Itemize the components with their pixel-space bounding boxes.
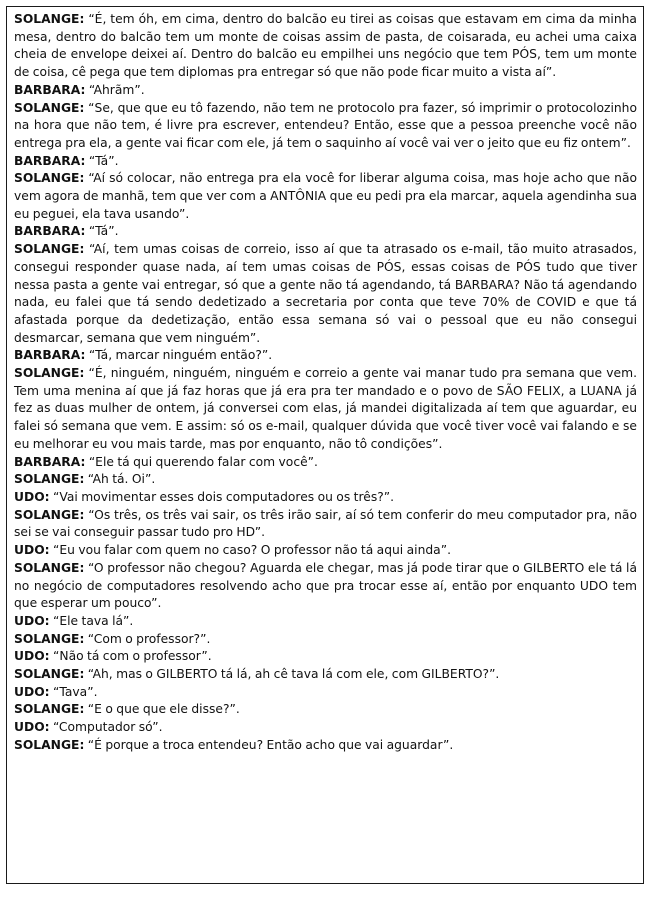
speech-text: “Aí só colocar, não entrega pra ela você for liberar alguma coisa, mas hoje acho que não vem agora de manhã, tem que ver com a ANTÔNIA que eu pedi pra ela marcar, aquela agendinha sua eu peguei, ela tava usando”.	[14, 171, 637, 221]
transcript-line	[14, 82, 637, 100]
transcript-line	[14, 471, 637, 489]
speech-text: “Ele tava lá”.	[53, 613, 134, 628]
transcript-line	[14, 170, 637, 223]
speech-text: “Tava”.	[53, 684, 98, 699]
speech-text: “Ahrãm”.	[88, 82, 145, 97]
transcript-line	[14, 701, 637, 719]
speech-text: “Computador só”.	[53, 720, 163, 735]
speaker-name: SOLANGE:	[14, 12, 85, 26]
speaker-name: BARBARA:	[14, 348, 86, 363]
speaker-name: SOLANGE:	[14, 560, 85, 575]
transcript-line	[14, 347, 637, 365]
speaker-name: SOLANGE:	[14, 366, 85, 381]
speaker-name: UDO:	[14, 613, 50, 628]
speaker-name: SOLANGE:	[14, 100, 85, 115]
speaker-name: SOLANGE:	[14, 737, 85, 752]
transcript-line	[14, 613, 637, 631]
transcript-line	[14, 241, 637, 347]
speech-text: “Eu vou falar com quem no caso? O professor não tá aqui ainda”.	[53, 543, 451, 558]
transcript-line	[14, 100, 637, 153]
transcript-line	[14, 666, 637, 684]
speech-text: “Se, que que eu tô fazendo, não tem ne protocolo pra fazer, só imprimir o protocolozinho na hora que não tem, é livre pra escrever, entendeu? Então, esse que a pessoa preenche você não entrega pra ela, a gente vai ficar com ele, já tem o saquinho aí você vai ver o jeito que eu fiz ontem”.	[14, 100, 637, 150]
transcript-box	[6, 6, 644, 884]
speaker-name: BARBARA:	[14, 224, 86, 239]
transcript-line	[14, 560, 637, 613]
transcript-line	[14, 684, 637, 702]
speaker-name: SOLANGE:	[14, 171, 85, 186]
speech-text: “O professor não chegou? Aguarda ele chegar, mas já pode tirar que o GILBERTO ele tá lá no negócio de computadores resolvendo acho que pra trocar esse aí, então por enquanto UDO tem que esperar um pouco”.	[14, 560, 637, 611]
speech-text: “Ah tá. Oi”.	[87, 472, 156, 487]
speech-text: “Os três, os três vai sair, os três irão sair, aí só tem conferir do meu computador pra, não sei se vai conseguir passar tudo pro HD”.	[14, 507, 637, 540]
speech-text: “Tá”.	[88, 153, 119, 168]
speaker-name: BARBARA:	[14, 153, 86, 168]
speech-text: “Vai movimentar esses dois computadores ou os três?”.	[53, 489, 395, 504]
speaker-name: SOLANGE:	[14, 472, 85, 487]
speaker-name: BARBARA:	[14, 454, 86, 469]
speaker-name: SOLANGE:	[14, 631, 85, 646]
speech-text: “Tá, marcar ninguém então?”.	[88, 348, 273, 363]
speaker-name: UDO:	[14, 543, 50, 558]
speaker-name: UDO:	[14, 649, 50, 664]
transcript-line	[14, 737, 637, 755]
speech-text: “Tá”.	[88, 224, 119, 239]
transcript-line	[14, 648, 637, 666]
transcript-line	[14, 223, 637, 241]
transcript-line	[14, 454, 637, 472]
speech-text: “É, ninguém, ninguém, ninguém e correio a gente vai manar tudo pra semana que vem. Tem uma menina aí que já faz horas que já era pra ter mandado e o povo de SÃO FELIX, a LUANA já fez as duas mulher de ontem, já conversei com elas, já mandei digitalizada aí tem que aguardar, eu falei só semana que vem. E assim: só os e-mail, qualquer dúvida que você tiver você vai falando e se eu melhorar eu vou mais tarde, mas por enquanto, não tô condições”.	[14, 366, 637, 451]
speaker-name: SOLANGE:	[14, 702, 85, 717]
transcript-line	[14, 542, 637, 560]
speech-text: “Não tá com o professor”.	[53, 649, 212, 664]
speaker-name: SOLANGE:	[14, 667, 85, 682]
speaker-name: SOLANGE:	[14, 242, 85, 257]
speech-text: “Aí, tem umas coisas de correio, isso aí que ta atrasado os e-mail, tão muito atrasados, consegui responder quase nada, aí tem umas coisas de PÓS, essas coisas de PÓS tudo que tiver nessa pasta a gente vai entregar, só que a gente não tá agendando, tá BARBARA? Não tá agendando nada, eu falei que tá sendo dedetizado a secretaria por conta que teve 70% de COVID e que tá afastada porque da dedetização, então essa semana só vai o pessoal que eu não consegui desmarcar, semana que vem ninguém”.	[14, 242, 637, 345]
speech-text: “Com o professor?”.	[87, 631, 211, 646]
speaker-name: UDO:	[14, 684, 50, 699]
transcript-line	[14, 507, 637, 542]
speaker-name: UDO:	[14, 720, 50, 735]
speech-text: “É porque a troca entendeu? Então acho que vai aguardar”.	[87, 737, 454, 752]
transcript-line	[14, 489, 637, 507]
transcript-line	[14, 11, 637, 82]
speaker-name: BARBARA:	[14, 82, 86, 97]
transcript-line	[14, 365, 637, 454]
speech-text: “Ele tá qui querendo falar com você”.	[88, 454, 318, 469]
transcript-line	[14, 153, 637, 171]
speech-text: “E o que que ele disse?”.	[87, 702, 240, 717]
speaker-name: SOLANGE:	[14, 507, 85, 522]
speech-text: “É, tem óh, em cima, dentro do balcão eu tirei as coisas que estavam em cima da minha mesa, dentro do balcão tem um monte de coisas assim de pasta, de coisarada, eu achei uma caixa cheia de envelope deixei aí. Dentro do balcão eu empilhei uns negócio que tem PÓS, tem um monte de coisa, cê pega que tem diplomas pra entregar só que não pode ficar muito a vista aí”.	[14, 12, 637, 80]
speaker-name: UDO:	[14, 489, 50, 504]
transcript-line	[14, 719, 637, 737]
speech-text: “Ah, mas o GILBERTO tá lá, ah cê tava lá com ele, com GILBERTO?”.	[87, 667, 500, 682]
transcript-line	[14, 631, 637, 649]
